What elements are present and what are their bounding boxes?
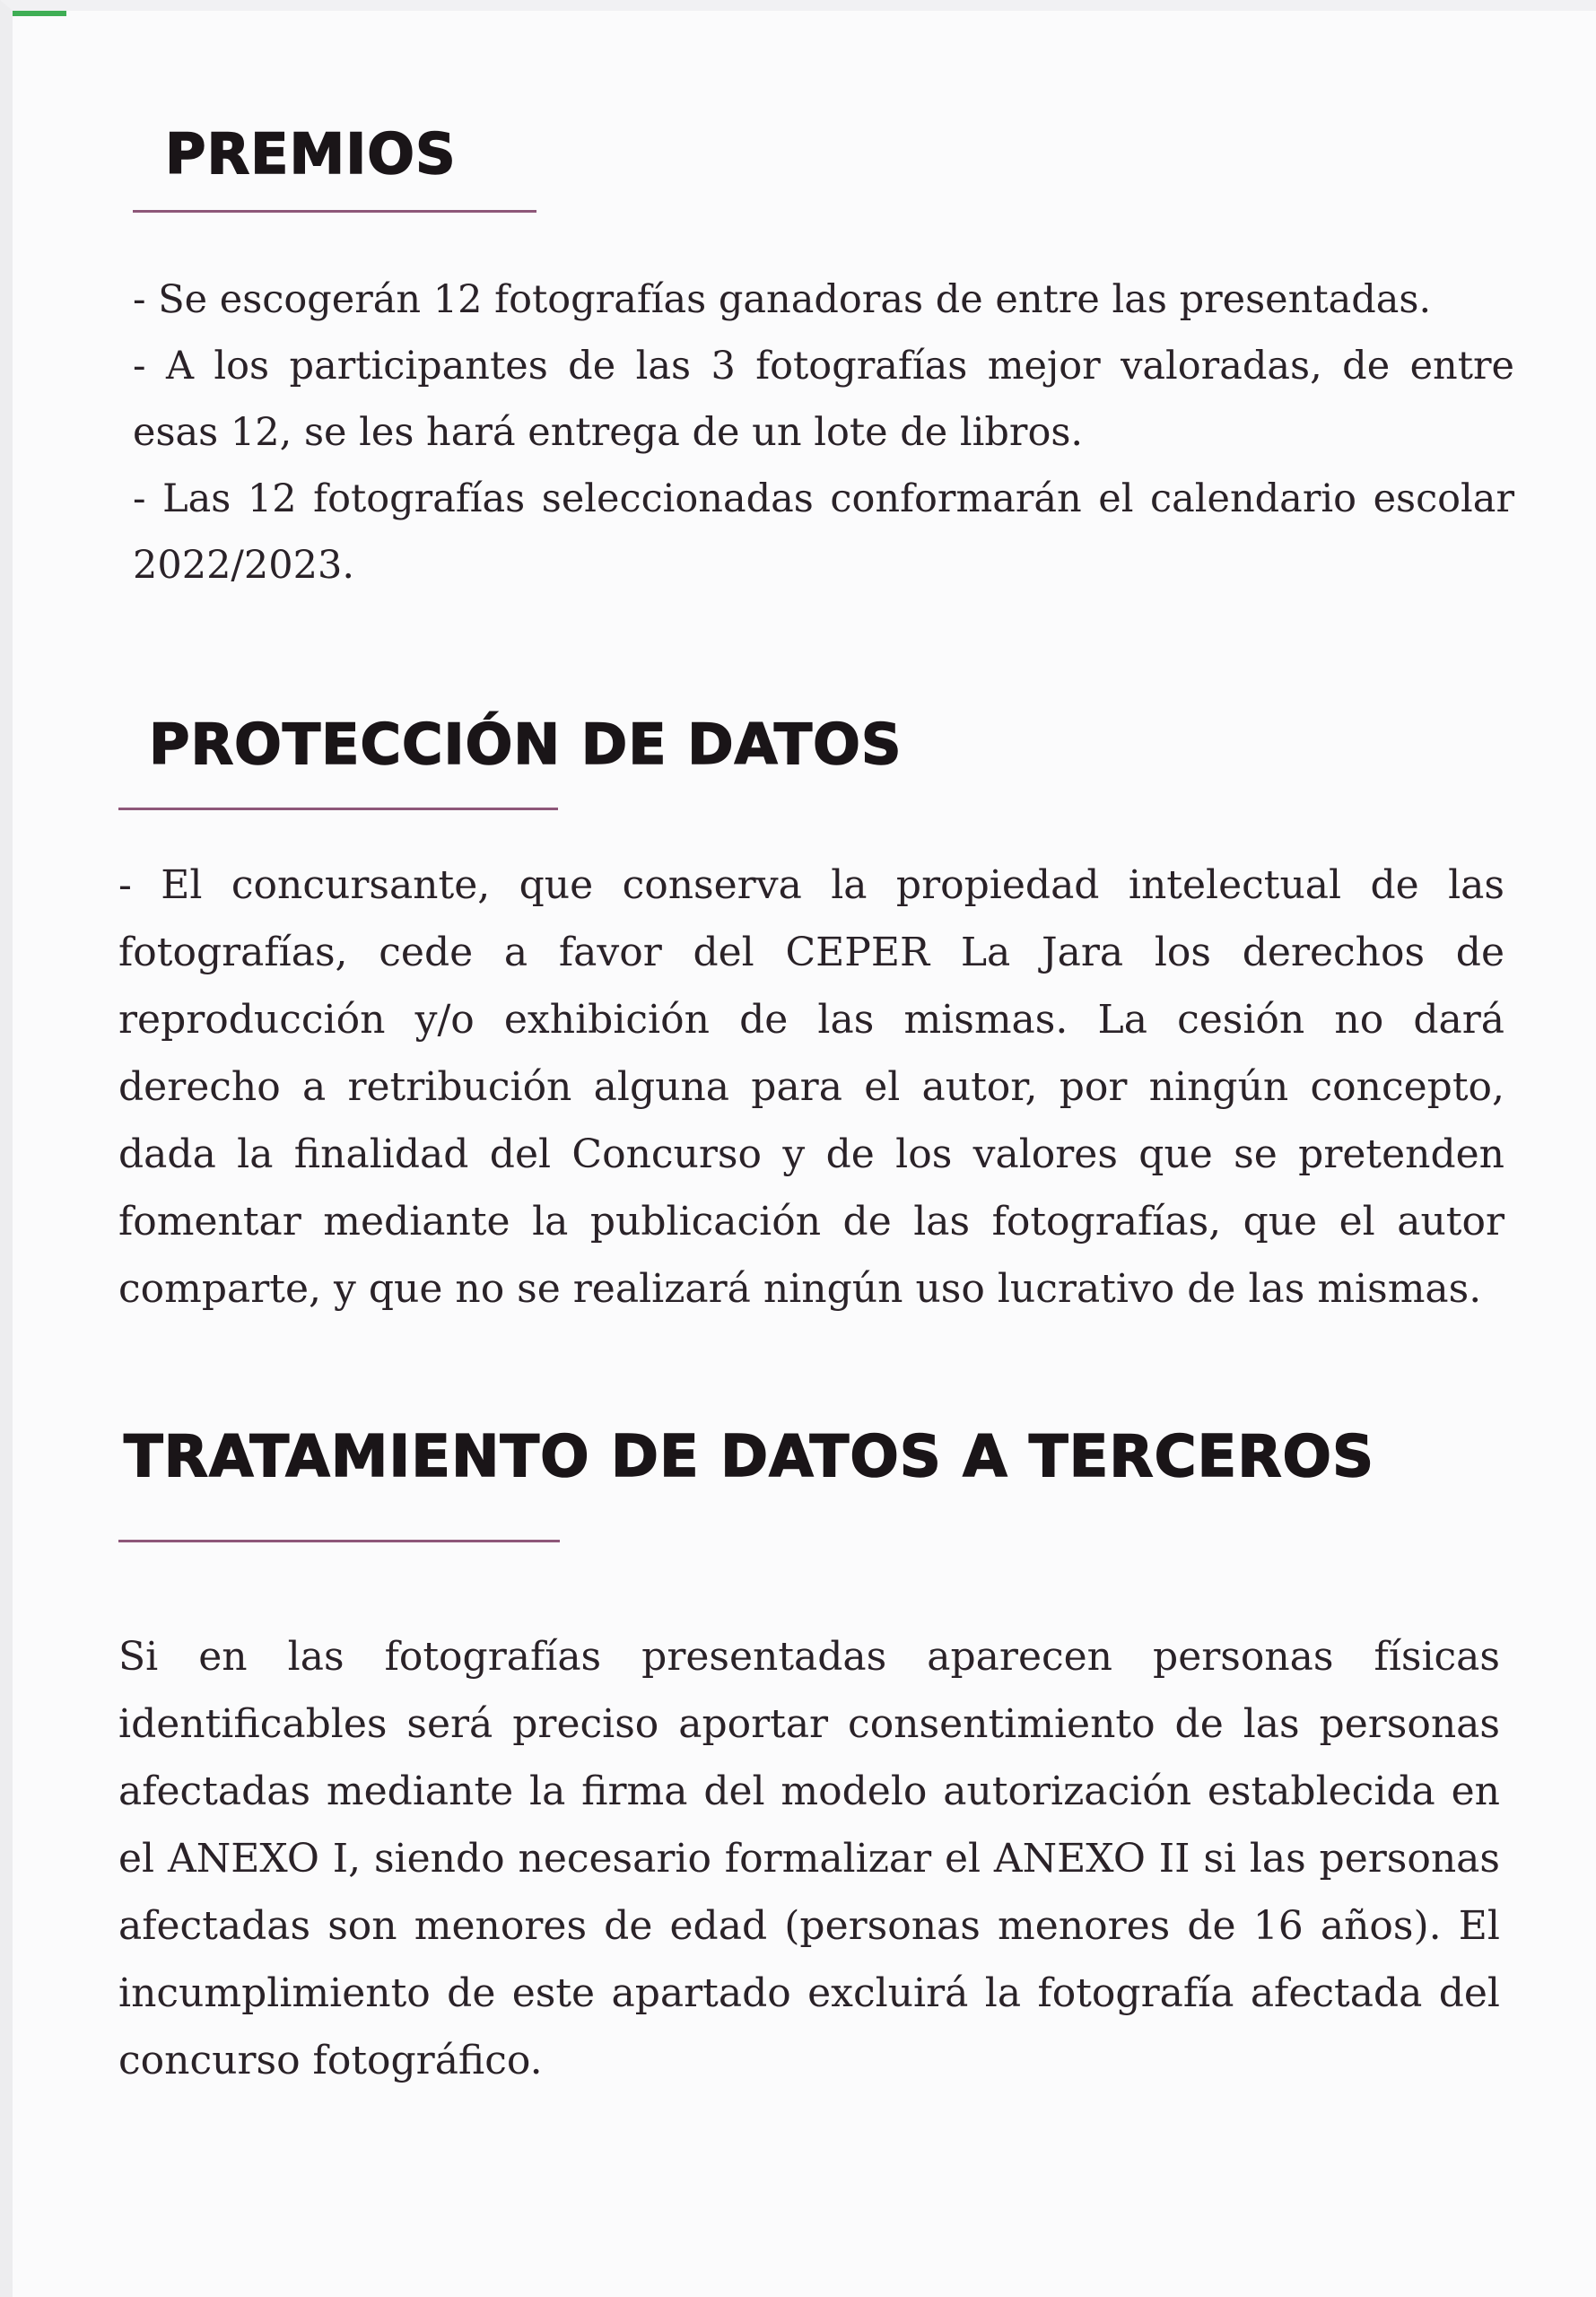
section-body-proteccion: - El concursante, que conserva la propiedad intelectual de las fotografías, cede a favor del CEPER La Jara los derechos de reproducción y/o exhibición de las mismas. La cesión no dará derecho a retribución alguna para el autor, por ningún concepto, dada la finalidad del Concurso y de los valores que se pretenden fomentar mediante la publicación de las fotografías, que el autor comparte, y que no se realizará ningún uso lucrativo de las mismas.	[118, 862, 1504, 1312]
section-premios	[133, 118, 1514, 598]
list-item: - Se escogerán 12 fotografías ganadoras de entre las presentadas.	[133, 277, 1432, 322]
section-body-premios	[133, 266, 1514, 598]
section-tratamiento	[118, 1419, 1500, 2094]
corner-mark	[13, 11, 66, 16]
section-title-tratamiento: TRATAMIENTO DE DATOS A TERCEROS	[124, 1424, 1375, 1490]
section-title-proteccion: PROTECCIÓN DE DATOS	[149, 712, 903, 777]
list-item: - A los participantes de las 3 fotografías mejor valoradas, de entre esas 12, se les hará entrega de un lote de libros.	[133, 344, 1514, 455]
section-rule-proteccion	[118, 808, 558, 810]
list-item: - Las 12 fotografías seleccionadas conformarán el calendario escolar 2022/2023.	[133, 476, 1514, 588]
section-title-premios: PREMIOS	[165, 121, 457, 187]
section-rule-tratamiento	[118, 1540, 560, 1542]
section-body-tratamiento: Si en las fotografías presentadas aparecen personas físicas identificables será preciso aportar consentimiento de las personas afectadas mediante la firma del modelo autorización establecida en el ANEXO I, siendo necesario formalizar el ANEXO II si las personas afectadas son menores de edad (personas menores de 16 años). El incumplimiento de este apartado excluirá la fotografía afectada del concurso fotográfico.	[118, 1634, 1500, 2083]
section-proteccion	[118, 709, 1504, 1323]
section-rule-premios	[133, 210, 536, 213]
